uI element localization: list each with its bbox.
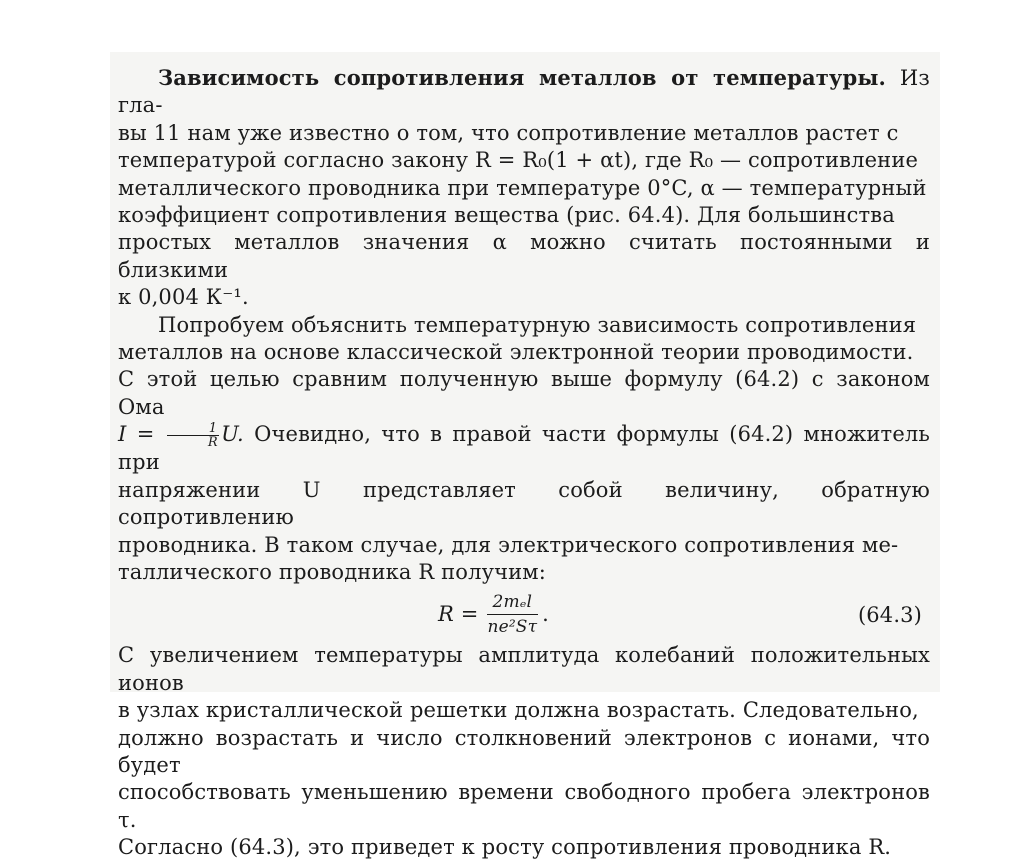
- formula-lhs: R =: [438, 602, 479, 627]
- paragraph2-line2: металлов на основе классической электронной теории проводимости.: [118, 340, 914, 365]
- paragraph-classical-theory: [118, 312, 930, 587]
- formula-denominator: ne²Sτ: [487, 617, 538, 638]
- paragraph3-line4: способствовать уменьшению времени свободного пробега электронов τ.: [118, 780, 930, 832]
- paragraph2-line7: таллического проводника R получим:: [118, 559, 546, 584]
- paragraph1-line7: к 0,004 К⁻¹.: [118, 285, 249, 310]
- formula-trailing: .: [542, 602, 549, 627]
- paragraph2-line5: напряжении U представляет собой величину, обратную сопротивлению: [118, 477, 930, 530]
- formula-fraction: [487, 592, 539, 637]
- ohm-law-rhs: U.: [221, 422, 244, 447]
- paragraph1-line4: металлического проводника при температуре 0°C, α — температурный: [118, 175, 927, 200]
- paragraph3-line3: должно возрастать и число столкновений электронов с ионами, что будет: [118, 725, 930, 777]
- paragraph2-line6: проводника. В таком случае, для электрического сопротивления ме-: [118, 532, 899, 557]
- equation-number: (64.3): [857, 603, 922, 628]
- paragraph3-line1: С увеличением температуры амплитуда колебаний положительных ионов: [118, 643, 930, 695]
- paragraph2-line3: С этой целью сравним полученную выше формулу (64.2) с законом Ома: [118, 367, 930, 419]
- ohm-law-numerator: 1: [167, 422, 219, 436]
- paragraph1-line1-rest: Из гла-: [118, 66, 930, 118]
- section-lead-heading: Зависимость сопротивления металлов от температуры.: [158, 65, 886, 90]
- paragraph1-line6: простых металлов значения α можно считать постоянными и близкими: [118, 230, 930, 282]
- paragraph-temperature-effect: [118, 642, 930, 861]
- paragraph2-line4-rest: Очевидно, что в правой части формулы (64.2) множитель при: [118, 422, 930, 475]
- paragraph1-line3: температурой согласно закону R = R₀(1 + αt), где R₀ — сопротивление: [118, 148, 919, 173]
- equation-64-3: [118, 590, 930, 642]
- paragraph1-line5: коэффициент сопротивления вещества (рис. 64.4). Для большинства: [118, 203, 895, 228]
- paragraph3-line2: в узлах кристаллической решетки должна возрастать. Следовательно,: [118, 698, 919, 723]
- resistance-formula: [438, 592, 549, 637]
- document-body: [118, 64, 930, 862]
- formula-numerator: 2mₑl: [487, 592, 539, 615]
- paragraph3-line5: Согласно (64.3), это приведет к росту сопротивления проводника R.: [118, 835, 892, 860]
- paragraph1-line2: вы 11 нам уже известно о том, что сопротивление металлов растет с: [118, 120, 899, 145]
- ohm-law-fraction: [167, 422, 219, 449]
- paragraph-temperature-dependence: [118, 64, 930, 312]
- ohm-law-lhs: I =: [118, 422, 155, 447]
- paragraph2-line1: Попробуем объяснить температурную зависимость сопротивления: [158, 312, 917, 337]
- ohm-law-denominator: R: [207, 435, 218, 451]
